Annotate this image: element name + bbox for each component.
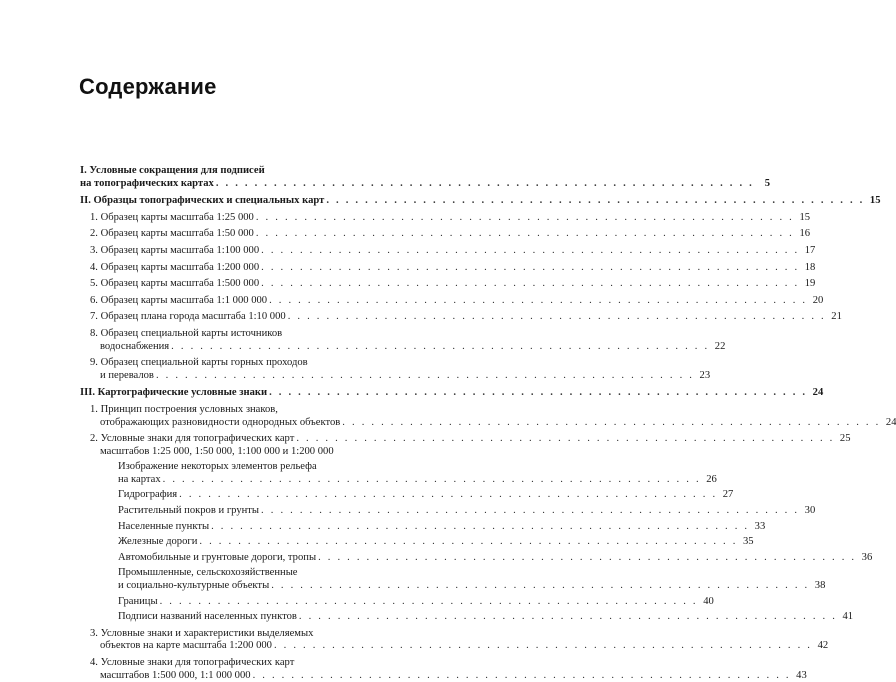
toc-entry-text: Гидрография [118,489,178,501]
toc-entry-text: 4. Условные знаки для топографических карт [90,657,295,668]
toc-entry[interactable] [80,278,816,291]
toc-entry[interactable] [80,403,896,429]
toc-entry-text: масштабов 1:500 000, 1:1 000 000 [100,669,251,681]
leader-dots: . . . . . . . . . . . . . . . . . . . . . . . . . . . . . . . . . . . . . . . . . . . . . . . . . . . . . . . . [211,520,750,532]
leader-dots: . . . . . . . . . . . . . . . . . . . . . . . . . . . . . . . . . . . . . . . . . . . . . . . . . . . . . . . . [296,433,835,445]
page-number: 19 [804,278,816,290]
page-number: 25 [839,433,851,445]
toc-entry-text: Железные дороги [118,536,198,548]
toc-entry-text: I. Условные сокращения для подписей [80,165,265,176]
toc-entry-text: отображающих разновидности однородных объектов [100,416,341,428]
toc-entry-text: Автомобильные и грунтовые дороги, тропы [118,551,317,563]
leader-dots: . . . . . . . . . . . . . . . . . . . . . . . . . . . . . . . . . . . . . . . . . . . . . . . . . . . . . . . . [162,473,701,485]
toc-entry[interactable] [80,433,851,458]
page-number: 20 [812,294,824,306]
leader-dots: . . . . . . . . . . . . . . . . . . . . . . . . . . . . . . . . . . . . . . . . . . . . . . . . . . . . . . . . [155,369,695,381]
page-number: 36 [861,551,873,563]
page-number: 40 [703,595,714,607]
page-number: 38 [814,580,826,592]
leader-dots: . . . . . . . . . . . . . . . . . . . . . . . . . . . . . . . . . . . . . . . . . . . . . . . . . . . . . . . . [261,244,800,256]
toc-entry-text: 1. Принцип построения условных знаков, [90,403,278,415]
table-of-contents [80,165,896,682]
leader-dots: . . . . . . . . . . . . . . . . . . . . . . . . . . . . . . . . . . . . . . . . . . . . . . . . . . . . . . . . [326,195,865,207]
toc-entry[interactable] [80,520,766,534]
toc-entry[interactable] [80,311,842,324]
leader-dots: . . . . . . . . . . . . . . . . . . . . . . . . . . . . . . . . . . . . . . . . . . . . . . . . . . . . . . . . [255,211,795,223]
page-number: 15 [869,195,881,207]
toc-entry[interactable] [80,244,816,258]
toc-entry-text: 6. Образец карты масштаба 1:1 000 000 [90,294,268,306]
toc-entry[interactable] [80,657,807,682]
toc-entry[interactable] [80,611,854,624]
toc-entry-text: 2. Условные знаки для топографических карт [90,433,295,445]
toc-entry[interactable] [80,505,816,518]
leader-dots: . . . . . . . . . . . . . . . . . . . . . . . . . . . . . . . . . . . . . . . . . . . . . . . . . . . . . . . . [261,505,800,517]
toc-entry-text: объектов на карте масштаба 1:200 000 [100,640,272,652]
toc-entry[interactable] [80,261,816,275]
leader-dots: . . . . . . . . . . . . . . . . . . . . . . . . . . . . . . . . . . . . . . . . . . . . . . . . . . . . . . . . [261,261,800,273]
toc-entry[interactable] [80,211,811,225]
page-number: 16 [799,228,811,240]
toc-entry-text: на топографических картах [80,177,214,189]
toc-entry-text: 5. Образец карты масштаба 1:500 000 [90,278,260,290]
toc-entry-text: Населенные пункты [118,520,210,532]
toc-entry[interactable] [80,461,717,486]
toc-entry[interactable] [80,551,873,565]
toc-entry[interactable] [80,536,754,549]
page-number: 30 [804,505,816,517]
toc-entry[interactable] [80,357,711,382]
toc-entry-text: 2. Образец карты масштаба 1:50 000 [90,228,254,240]
leader-dots: . . . . . . . . . . . . . . . . . . . . . . . . . . . . . . . . . . . . . . . . . . . . . . . . . . . . . . . . [269,294,808,306]
page-number: 23 [699,369,711,381]
leader-dots: . . . . . . . . . . . . . . . . . . . . . . . . . . . . . . . . . . . . . . . . . . . . . . . . . . . . . . . . [261,278,800,290]
toc-entry[interactable] [80,294,824,308]
leader-dots: . . . . . . . . . . . . . . . . . . . . . . . . . . . . . . . . . . . . . . . . . . . . . . . . . . . . . . . . [273,640,813,652]
toc-entry[interactable] [80,327,726,353]
leader-dots: . . . . . . . . . . . . . . . . . . . . . . . . . . . . . . . . . . . . . . . . . . . . . . . . . . . . . . . . [252,669,791,681]
leader-dots: . . . . . . . . . . . . . . . . . . . . . . . . . . . . . . . . . . . . . . . . . . . . . . . . . . . . . . . . [171,340,710,352]
leader-dots: . . . . . . . . . . . . . . . . . . . . . . . . . . . . . . . . . . . . . . . . . . . . . . . . . . . . . . . . [199,536,738,548]
page-number: 15 [799,211,811,223]
toc-entry-text: 3. Образец карты масштаба 1:100 000 [90,244,260,256]
page-number: 24 [885,416,896,428]
leader-dots: . . . . . . . . . . . . . . . . . . . . . . . . . . . . . . . . . . . . . . . . . . . . . . . . . . . . . . . . [269,387,808,399]
page-number: 35 [743,536,754,548]
toc-entry[interactable] [80,195,881,208]
leader-dots: . . . . . . . . . . . . . . . . . . . . . . . . . . . . . . . . . . . . . . . . . . . . . . . . . . . . . . . . [342,416,881,428]
page-number: 43 [796,669,807,681]
toc-entry-text: и социально-культурные объекты [118,580,270,592]
toc-entry[interactable] [80,627,829,653]
page-number: 17 [804,244,816,256]
toc-entry-text: Растительный покров и грунты [118,505,260,517]
toc-entry-text: II. Образцы топографических и специальных карт [80,195,325,207]
page-number: 22 [714,340,726,352]
toc-entry-text: 7. Образец плана города масштаба 1:10 000 [90,311,286,323]
toc-entry-text: Промышленные, сельскохозяйственные [118,567,298,579]
toc-entry-text: 9. Образец специальной карты горных проходов [90,357,308,369]
page-number: 24 [812,387,824,399]
leader-dots: . . . . . . . . . . . . . . . . . . . . . . . . . . . . . . . . . . . . . . . . . . . . . . . . . . . . . . . . [287,311,826,323]
page-number: 26 [706,473,717,485]
page-number: 18 [804,261,816,273]
page-number: 27 [722,489,734,501]
toc-entry-text: 8. Образец специальной карты источников [90,327,283,339]
page-number: 33 [754,520,766,532]
page-number: 21 [831,311,842,323]
toc-entry[interactable] [80,595,714,609]
toc-entry-text: 3. Условные знаки и характеристики выделяемых [90,627,314,639]
toc-entry-text: Границы [118,595,158,607]
toc-entry-text: масштабов 1:25 000, 1:50 000, 1:100 000 и 1:200 000 [100,445,334,457]
toc-entry-text: и перевалов [100,369,154,381]
leader-dots: . . . . . . . . . . . . . . . . . . . . . . . . . . . . . . . . . . . . . . . . . . . . . . . . . . . . . . . . [255,228,795,240]
page-number: 42 [817,640,829,652]
toc-entry[interactable] [80,228,811,241]
leader-dots: . . . . . . . . . . . . . . . . . . . . . . . . . . . . . . . . . . . . . . . . . . . . . . . . . . . . . . . . [215,177,755,189]
leader-dots: . . . . . . . . . . . . . . . . . . . . . . . . . . . . . . . . . . . . . . . . . . . . . . . . . . . . . . . . [179,489,718,501]
toc-entry-text: Подписи названий населенных пунктов [118,611,297,623]
toc-entry-text: Изображение некоторых элементов рельефа [118,461,317,473]
page-title: Содержание [79,74,217,99]
toc-entry-text: III. Картографические условные знаки [80,387,268,399]
toc-entry[interactable] [80,387,824,400]
leader-dots: . . . . . . . . . . . . . . . . . . . . . . . . . . . . . . . . . . . . . . . . . . . . . . . . . . . . . . . . [159,595,698,607]
leader-dots: . . . . . . . . . . . . . . . . . . . . . . . . . . . . . . . . . . . . . . . . . . . . . . . . . . . . . . . . [298,611,838,623]
toc-entry[interactable] [80,489,734,502]
toc-entry-text: на картах [118,473,161,485]
toc-entry[interactable] [80,567,826,592]
page-number: 5 [764,177,771,189]
toc-entry[interactable] [80,165,771,190]
toc-entry-text: 1. Образец карты масштаба 1:25 000 [90,211,254,223]
toc-entry-text: водоснабжения [100,340,170,352]
toc-entry-text: 4. Образец карты масштаба 1:200 000 [90,261,260,273]
leader-dots: . . . . . . . . . . . . . . . . . . . . . . . . . . . . . . . . . . . . . . . . . . . . . . . . . . . . . . . . [318,551,857,563]
page-number: 41 [842,611,854,623]
leader-dots: . . . . . . . . . . . . . . . . . . . . . . . . . . . . . . . . . . . . . . . . . . . . . . . . . . . . . . . . [271,580,810,592]
